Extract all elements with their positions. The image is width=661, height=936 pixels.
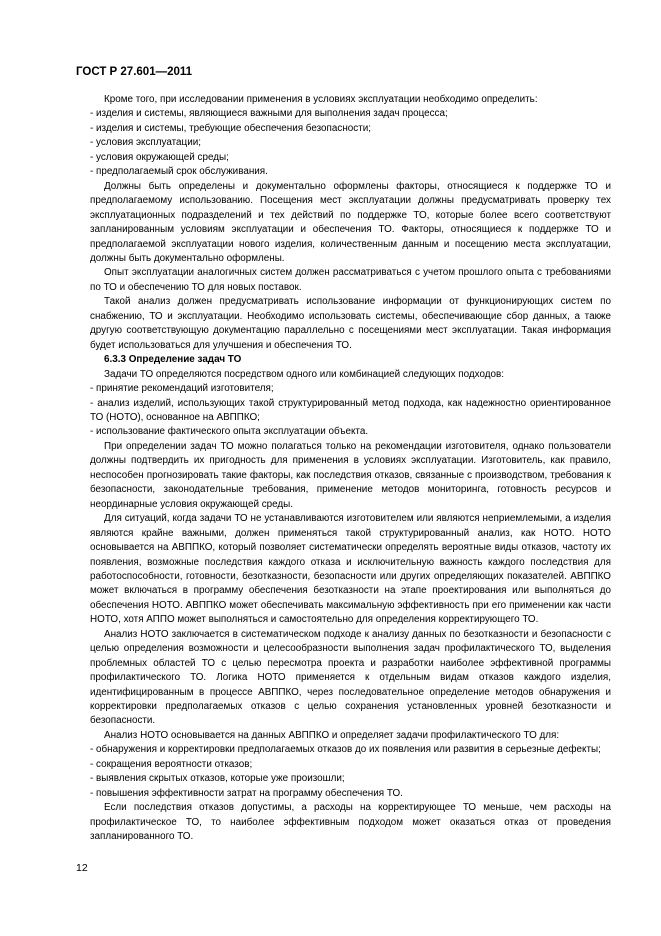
paragraph: Должны быть определены и документально оформлены факторы, относящиеся к поддержке ТО и предполагаемому использованию. Посещения мест эксплуатации должны предусматривать проверку тех эксплуатационных подразделений и тех действий по поддержке ТО, которые более всего соответствуют запланированным условиям эксплуатации и обеспечения ТО. Факторы, относящиеся к поддержке ТО и предполагаемой эксплуатации нового изделия, количественным данным и посещению места эксплуатации, должны быть документально оформлены. [90,180,611,264]
paragraph: Кроме того, при исследовании применения в условиях эксплуатации необходимо определить: [104,94,538,105]
paragraph: Опыт эксплуатации аналогичных систем должен рассматриваться с учетом прошлого опыта с требованиями по ТО и обеспечению ТО для новых поставок. [90,267,611,293]
list-item: - анализ изделий, использующих такой структурированный метод подхода, как надежностно ориентированное ТО (НОТО), основанное на АВППКО; [90,397,611,423]
list-item: - изделия и системы, требующие обеспечения безопасности; [90,122,371,134]
paragraph: Если последствия отказов допустимы, а расходы на корректирующее ТО меньше, чем расходы на профилактическое ТО, то наиболее эффективным подходом может оказаться отказ от проведения запланированного ТО. [90,802,611,843]
list-item: - повышения эффективности затрат на программу обеспечения ТО. [90,787,403,799]
list-item: - условия окружающей среды; [90,151,229,163]
list-item: - условия эксплуатации; [90,137,201,149]
list-item: - изделия и системы, являющиеся важными для выполнения задач процесса; [90,108,448,120]
paragraph: Анализ НОТО основывается на данных АВППКО и определяет задачи профилактического ТО для: [104,729,560,741]
paragraph: Такой анализ должен предусматривать использование информации от функционирующих систем по снабжению, ТО и эксплуатации. Необходимо использовать системы, обеспечивающие сбор данных, а также другую соответствующую документацию параллельно с посещениями мест эксплуатации. Такая информация будет использоваться для улучшения и обеспечения ТО. [90,296,611,351]
list-item: - предполагаемый срок обслуживания. [90,166,268,178]
list-item: - принятие рекомендаций изготовителя; [90,383,274,395]
page-body [90,93,611,845]
list-item: - обнаружения и корректировки предполагаемых отказов до их появления или развития в серьезные дефекты; [90,744,601,756]
list-item: - выявления скрытых отказов, которые уже произошли; [90,773,345,785]
section-heading: 6.3.3 Определение задач ТО [104,354,242,366]
paragraph: Задачи ТО определяются посредством одного или комбинацией следующих подходов: [104,368,505,380]
paragraph: При определении задач ТО можно полагаться только на рекомендации изготовителя, однако пользователи должны подтвердить их пригодность для применения в условиях эксплуатации. Изготовитель, как правило, неспособен прогнозировать такие факторы, как последствия отказов, связанные с производством, требования к безопасности, законодательные требования, применение методов мониторинга, готовность ресурсов и неординарные условия окружающей среды. [90,440,611,510]
page-number: 12 [76,862,88,874]
paragraph: Для ситуаций, когда задачи ТО не устанавливаются изготовителем или являются неприемлемыми, а изделия являются крайне важными, должен применяться такой структурированный анализ, как НОТО. НОТО основывается на АВППКО, который позволяет систематически определять вероятные виды отказов, частоту их появления, возможные последствия каждого отказа и исключительную важность каждого последствия для работоспособности, готовности, безотказности, безопасности или других определяющих показателей. АВППКО может включаться в программу обеспечения безотказности на этапе проектирования или выполняться до обеспечения НОТО. АВППКО может обеспечивать максимальную эффективность при его применении как части НОТО, хотя АППО может выполняться и самостоятельно для определения корректирующего ТО. [90,513,611,626]
list-item: - сокращения вероятности отказов; [90,758,253,770]
document-header: ГОСТ Р 27.601—2011 [76,66,193,78]
paragraph: Анализ НОТО заключается в систематическом подходе к анализу данных по безотказности и безопасности с целью определения возможности и целесообразности выполнения задач профилактического ТО, выделения проблемных областей ТО с целью пересмотра проекта и разработки наиболее эффективной программы профилактического ТО. Логика НОТО применяется к отдельным видам отказов каждого изделия, идентифицированным в процессе АВППКО, через последовательное определение методов обнаружения и корректировки предполагаемых отказов с целью сохранения установленных уровней безотказности и безопасности. [90,628,611,727]
list-item: - использование фактического опыта эксплуатации объекта. [90,426,369,438]
